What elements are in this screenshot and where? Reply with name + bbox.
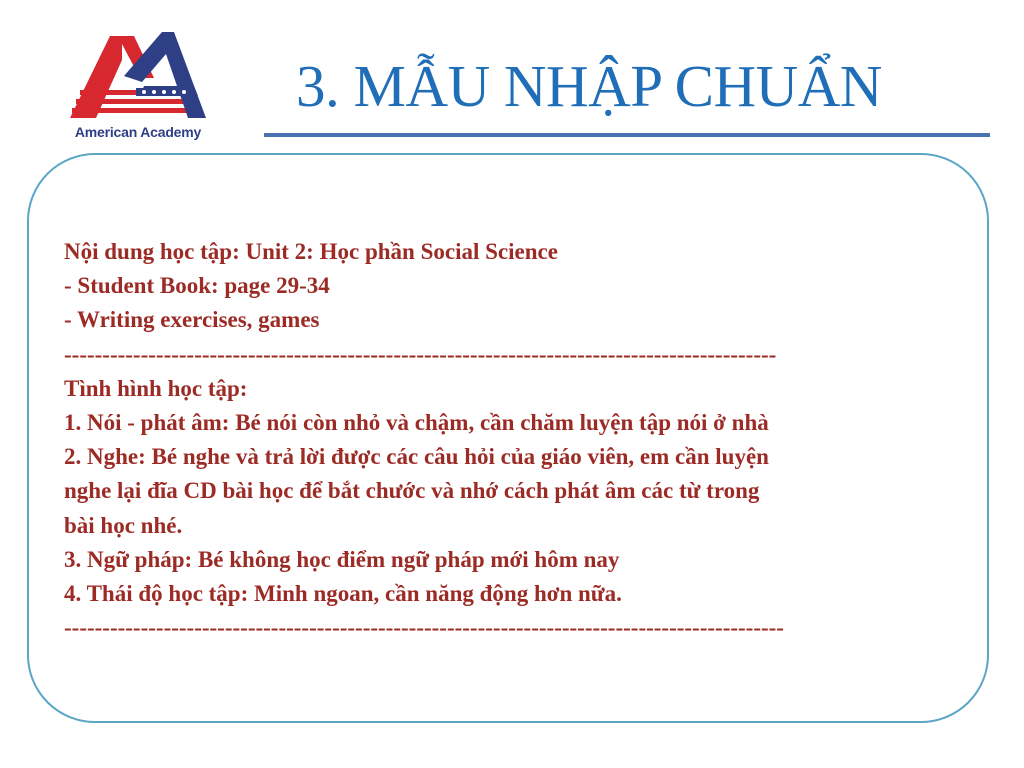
lesson-report-content <box>64 235 964 645</box>
content-line-lesson: Nội dung học tập: Unit 2: Học phần Social Science <box>64 239 558 264</box>
dashed-divider-top: --------------------------------------------------------------------------------------------- <box>64 341 777 367</box>
aa-logo-icon <box>62 30 214 126</box>
content-line-listening-2: nghe lại đĩa CD bài học để bắt chước và nhớ cách phát âm các từ trong <box>64 478 760 504</box>
content-line-listening-1: 2. Nghe: Bé nghe và trả lời được các câu hỏi của giáo viên, em cần luyện <box>64 444 769 470</box>
content-line-status-heading: Tình hình học tập: <box>64 375 248 401</box>
content-line-speaking: 1. Nói - phát âm: Bé nói còn nhỏ và chậm, cần chăm luyện tập nói ở nhà <box>64 410 769 436</box>
content-line-student-book: - Student Book: page 29-34 <box>64 273 330 299</box>
american-academy-logo <box>62 30 214 148</box>
dashed-divider-bottom: ---------------------------------------------------------------------------------------------- <box>64 615 784 641</box>
slide-title: 3. MẪU NHẬP CHUẨN <box>296 53 882 119</box>
logo-text: American Academy <box>74 124 202 140</box>
content-line-listening-3: bài học nhé. <box>64 512 183 538</box>
content-line-grammar: 3. Ngữ pháp: Bé không học điểm ngữ pháp mới hôm nay <box>64 546 620 572</box>
title-underline <box>264 133 990 137</box>
content-line-writing: - Writing exercises, games <box>64 307 320 333</box>
content-line-attitude: 4. Thái độ học tập: Minh ngoan, cần năng động hơn nữa. <box>64 581 622 607</box>
